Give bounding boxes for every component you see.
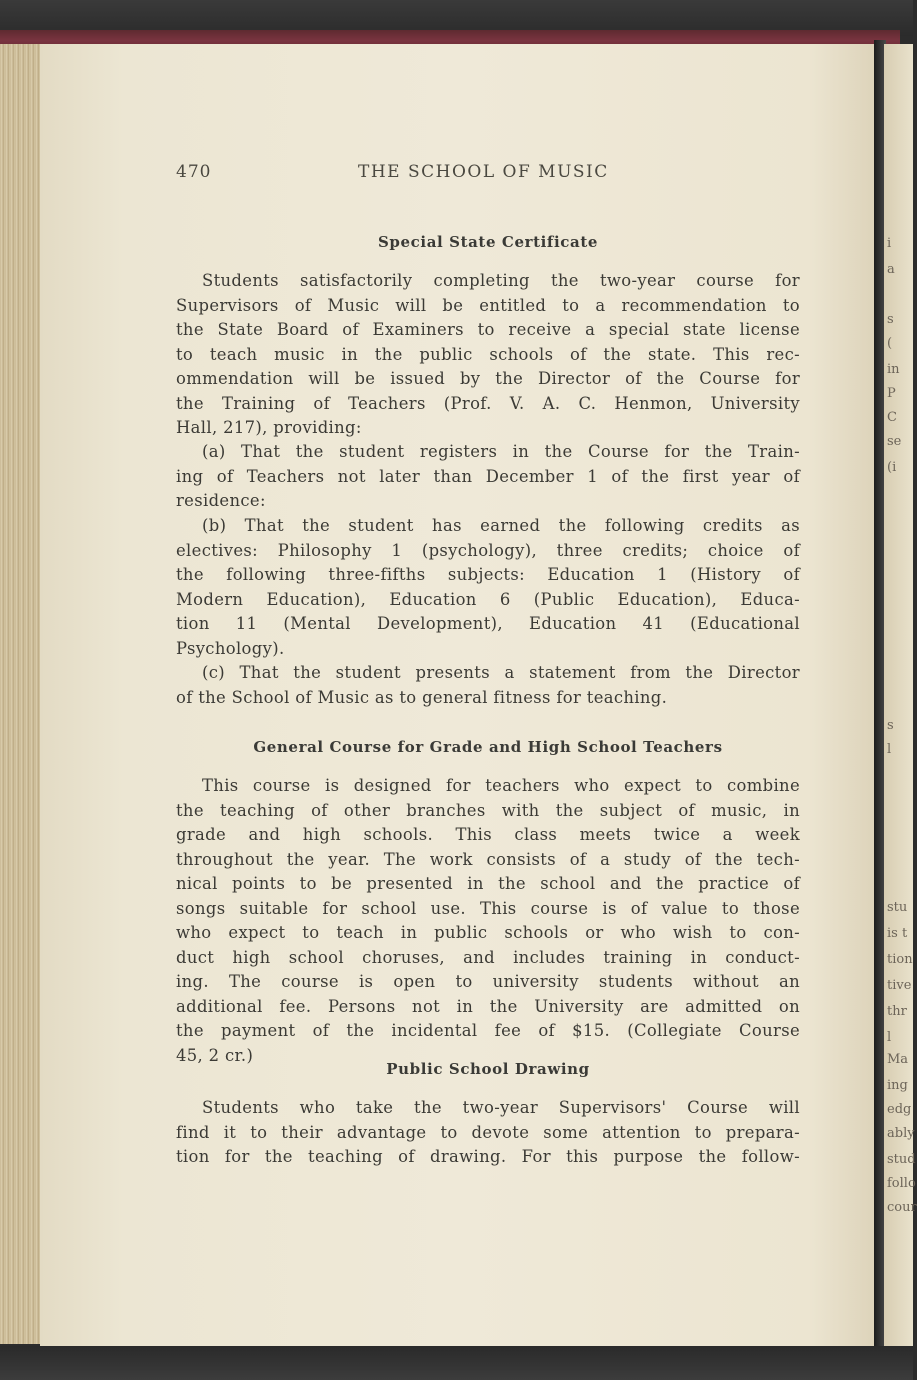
facing-page-fragment: a <box>887 262 895 277</box>
text-line: (a) That the student registers in the Course for the Train- <box>202 442 800 461</box>
section-heading: General Course for Grade and High School Teachers <box>253 738 723 756</box>
facing-page-fragment: Ma <box>887 1052 909 1067</box>
text-line: grade and high schools. This class meets twice a week <box>176 825 800 844</box>
facing-page-fragment: stu <box>887 900 908 915</box>
page-header <box>176 162 800 186</box>
text-line: residence: <box>176 491 266 510</box>
page-number: 470 <box>176 162 212 182</box>
text-line: to teach music in the public schools of the state. This rec- <box>176 344 800 364</box>
facing-page-fragment: cour <box>887 1200 917 1215</box>
text-line: This course is designed for teachers who expect to combine <box>202 776 800 795</box>
text-line: songs suitable for school use. This course is of value to those <box>176 898 800 918</box>
text-line: additional fee. Persons not in the University are admitted on <box>176 996 800 1016</box>
text-line: electives: Philosophy 1 (psychology), three credits; choice of <box>176 540 800 560</box>
paragraph <box>176 661 800 710</box>
facing-page-fragment: follo <box>887 1176 916 1191</box>
facing-page-fragment: edg <box>887 1102 912 1117</box>
paragraph <box>176 440 800 514</box>
facing-page-fragment: in <box>887 362 900 377</box>
text-line: ing of Teachers not later than December 1 of the first year of <box>176 466 800 486</box>
text-line: Supervisors of Music will be entitled to a recommendation to <box>176 295 800 315</box>
text-line: 45, 2 cr.) <box>176 1045 254 1065</box>
text-line: Students satisfactorily completing the two-year course for <box>202 271 800 290</box>
facing-page-fragment: s <box>887 312 894 327</box>
section-heading: Special State Certificate <box>378 233 598 251</box>
text-line: ing. The course is open to university students without an <box>176 972 800 991</box>
facing-page-fragment: ( <box>887 336 893 351</box>
text-line: nical points to be presented in the school and the practice of <box>176 874 800 893</box>
facing-page-edge <box>884 44 917 1347</box>
text-line: the following three-fifths subjects: Education 1 (History of <box>176 565 800 584</box>
facing-page-fragment: s <box>887 718 894 733</box>
facing-page-fragment: ing <box>887 1078 908 1093</box>
facing-page-fragment: ably <box>887 1126 915 1141</box>
facing-page-fragment: thr <box>887 1004 907 1019</box>
facing-page-fragment: l <box>887 1030 892 1045</box>
facing-page-fragment: l <box>887 742 892 757</box>
paragraph <box>176 514 800 661</box>
text-line: find it to their advantage to devote some attention to prepara- <box>176 1122 800 1142</box>
facing-page-fragment: tion <box>887 952 913 967</box>
running-title: THE SCHOOL OF MUSIC <box>358 162 609 182</box>
text-line: duct high school choruses, and includes training in conduct- <box>176 947 800 967</box>
facing-page-fragment: P <box>887 386 896 401</box>
section-heading: Public School Drawing <box>386 1060 590 1078</box>
paragraph <box>176 1096 800 1170</box>
facing-page-fragment: i <box>887 236 892 251</box>
text-line: of the School of Music as to general fitness for teaching. <box>176 687 668 707</box>
text-line: (c) That the student presents a statement from the Director <box>202 663 800 682</box>
facing-page-fragment: stud <box>887 1152 916 1167</box>
text-line: the Training of Teachers (Prof. V. A. C. Henmon, University <box>176 393 800 413</box>
scan-background-bottom <box>0 1346 913 1380</box>
text-line: Students who take the two-year Supervisors' Course will <box>202 1098 800 1117</box>
text-line: Modern Education), Education 6 (Public Education), Educa- <box>176 589 800 609</box>
facing-page-fragment: tive <box>887 978 912 993</box>
facing-page-fragment: C <box>887 410 897 425</box>
facing-page-fragment: (i <box>887 460 897 475</box>
text-line: tion for the teaching of drawing. For this purpose the follow- <box>176 1147 800 1166</box>
text-line: tion 11 (Mental Development), Education 41 (Educational <box>176 614 800 633</box>
paragraph <box>176 774 800 1068</box>
text-line: the payment of the incidental fee of $15. (Collegiate Course <box>176 1021 800 1040</box>
text-line: who expect to teach in public schools or who wish to con- <box>176 923 800 942</box>
text-line: the State Board of Examiners to receive a special state license <box>176 320 800 339</box>
facing-page-fragment: se <box>887 434 902 449</box>
paragraph <box>176 269 800 441</box>
facing-page-fragment: is t <box>887 926 908 941</box>
text-line: throughout the year. The work consists of a study of the tech- <box>176 849 800 869</box>
text-line: Hall, 217), providing: <box>176 418 362 437</box>
text-line: Psychology). <box>176 638 285 658</box>
text-line: the teaching of other branches with the subject of music, in <box>176 800 800 820</box>
text-line: ommendation will be issued by the Director of the Course for <box>176 369 800 388</box>
text-line: (b) That the student has earned the following credits as <box>202 516 800 535</box>
